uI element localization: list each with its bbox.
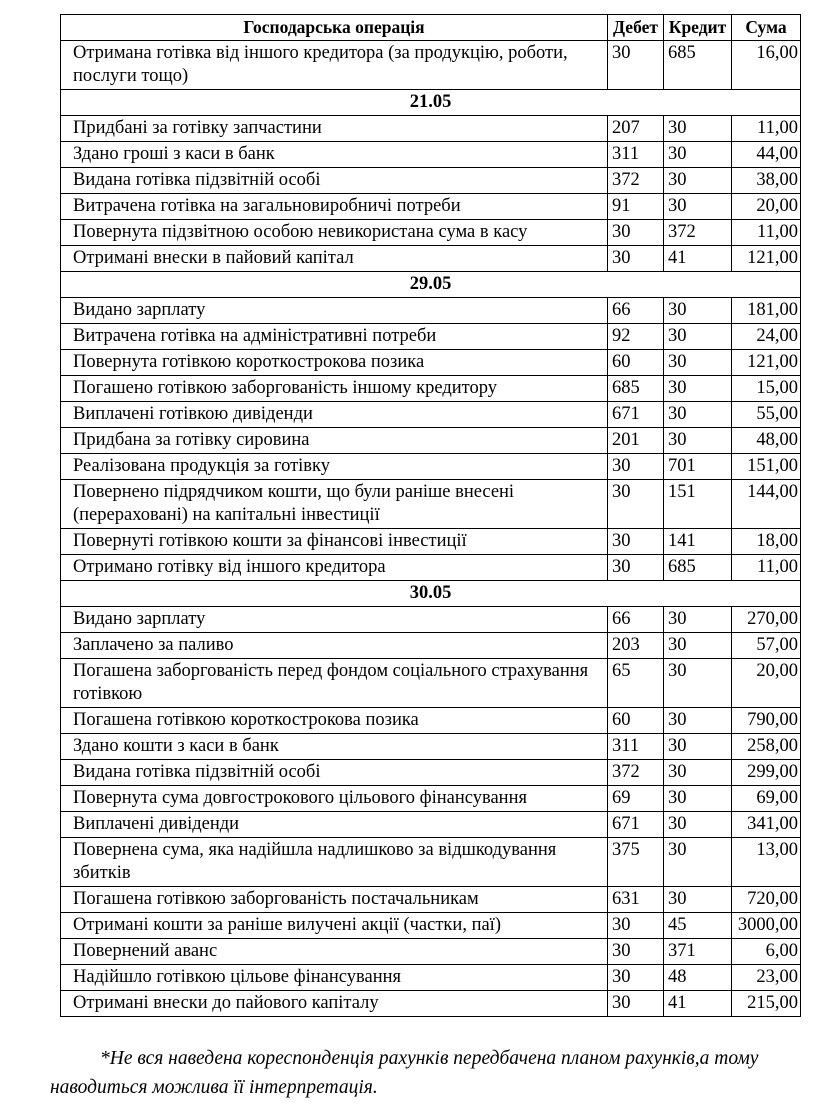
- credit-cell: 41: [664, 246, 732, 272]
- operation-cell: Отримано готівку від іншого кредитора: [61, 555, 608, 581]
- date-label: 29.05: [61, 272, 801, 298]
- debit-cell: 311: [608, 142, 664, 168]
- credit-cell: 30: [664, 607, 732, 633]
- operation-cell: Погашено готівкою заборгованість іншому кредитору: [61, 376, 608, 402]
- debit-cell: 30: [608, 220, 664, 246]
- header-credit: Кредит: [664, 15, 732, 41]
- credit-cell: 30: [664, 887, 732, 913]
- amount-cell: 11,00: [732, 220, 801, 246]
- amount-cell: 270,00: [732, 607, 801, 633]
- operation-cell: Отримані внески в пайовий капітал: [61, 246, 608, 272]
- debit-cell: 207: [608, 116, 664, 142]
- table-row: [61, 480, 801, 529]
- amount-cell: 20,00: [732, 194, 801, 220]
- footnote: *Не вся наведена кореспонденція рахунків передбачена планом рахунків,а тому наводиться можлива її інтерпретація.: [50, 1047, 759, 1098]
- amount-cell: 6,00: [732, 939, 801, 965]
- credit-cell: 685: [664, 555, 732, 581]
- credit-cell: 372: [664, 220, 732, 246]
- debit-cell: 30: [608, 965, 664, 991]
- amount-cell: 790,00: [732, 708, 801, 734]
- date-row: [61, 581, 801, 607]
- header-debit: Дебет: [608, 15, 664, 41]
- date-label: 30.05: [61, 581, 801, 607]
- operation-cell: Повернута готівкою короткострокова позика: [61, 350, 608, 376]
- amount-cell: 44,00: [732, 142, 801, 168]
- credit-cell: 30: [664, 633, 732, 659]
- credit-cell: 30: [664, 142, 732, 168]
- credit-cell: 685: [664, 41, 732, 90]
- table-row: [61, 760, 801, 786]
- table-row: [61, 838, 801, 887]
- table-row: [61, 168, 801, 194]
- credit-cell: 141: [664, 529, 732, 555]
- amount-cell: 11,00: [732, 116, 801, 142]
- table-row: [61, 324, 801, 350]
- operation-cell: Повернута підзвітною особою невикористана сума в касу: [61, 220, 608, 246]
- credit-cell: 701: [664, 454, 732, 480]
- credit-cell: 30: [664, 428, 732, 454]
- table-row: [61, 991, 801, 1017]
- table-row: [61, 116, 801, 142]
- amount-cell: 258,00: [732, 734, 801, 760]
- header-operation: Господарська операція: [61, 15, 608, 41]
- table-row: [61, 887, 801, 913]
- credit-cell: 30: [664, 402, 732, 428]
- debit-cell: 69: [608, 786, 664, 812]
- amount-cell: 720,00: [732, 887, 801, 913]
- amount-cell: 15,00: [732, 376, 801, 402]
- operation-cell: Отримані внески до пайового капіталу: [61, 991, 608, 1017]
- debit-cell: 60: [608, 350, 664, 376]
- debit-cell: 30: [608, 991, 664, 1017]
- debit-cell: 30: [608, 480, 664, 529]
- table-row: [61, 454, 801, 480]
- ledger-body: [61, 41, 801, 1017]
- operation-cell: Придбані за готівку запчастини: [61, 116, 608, 142]
- amount-cell: 23,00: [732, 965, 801, 991]
- operation-cell: Реалізована продукція за готівку: [61, 454, 608, 480]
- credit-cell: 30: [664, 298, 732, 324]
- operation-cell: Повернута сума довгострокового цільового фінансування: [61, 786, 608, 812]
- amount-cell: 16,00: [732, 41, 801, 90]
- credit-cell: 30: [664, 708, 732, 734]
- debit-cell: 30: [608, 913, 664, 939]
- debit-cell: 66: [608, 607, 664, 633]
- operation-cell: Виплачені дивіденди: [61, 812, 608, 838]
- table-row: [61, 194, 801, 220]
- amount-cell: 13,00: [732, 838, 801, 887]
- amount-cell: 3000,00: [732, 913, 801, 939]
- table-row: [61, 220, 801, 246]
- operation-cell: Витрачена готівка на загальновиробничі потреби: [61, 194, 608, 220]
- credit-cell: 30: [664, 734, 732, 760]
- debit-cell: 631: [608, 887, 664, 913]
- credit-cell: 30: [664, 376, 732, 402]
- table-row: [61, 734, 801, 760]
- amount-cell: 38,00: [732, 168, 801, 194]
- table-row: [61, 812, 801, 838]
- credit-cell: 30: [664, 838, 732, 887]
- credit-cell: 30: [664, 786, 732, 812]
- table-row: [61, 555, 801, 581]
- amount-cell: 215,00: [732, 991, 801, 1017]
- debit-cell: 201: [608, 428, 664, 454]
- table-row: [61, 939, 801, 965]
- operation-cell: Видана готівка підзвітній особі: [61, 168, 608, 194]
- operation-cell: Повернений аванс: [61, 939, 608, 965]
- table-row: [61, 708, 801, 734]
- header-row: [61, 15, 801, 41]
- table-row: [61, 298, 801, 324]
- amount-cell: 121,00: [732, 350, 801, 376]
- credit-cell: 30: [664, 350, 732, 376]
- credit-cell: 41: [664, 991, 732, 1017]
- credit-cell: 30: [664, 812, 732, 838]
- credit-cell: 30: [664, 760, 732, 786]
- debit-cell: 91: [608, 194, 664, 220]
- table-row: [61, 246, 801, 272]
- table-row: [61, 659, 801, 708]
- table-row: [61, 786, 801, 812]
- table-row: [61, 965, 801, 991]
- amount-cell: 69,00: [732, 786, 801, 812]
- credit-cell: 30: [664, 116, 732, 142]
- credit-cell: 151: [664, 480, 732, 529]
- debit-cell: 65: [608, 659, 664, 708]
- debit-cell: 375: [608, 838, 664, 887]
- operation-cell: Придбана за готівку сировина: [61, 428, 608, 454]
- credit-cell: 30: [664, 659, 732, 708]
- operation-cell: Видано зарплату: [61, 298, 608, 324]
- operation-cell: Отримана готівка від іншого кредитора (за продукцію, роботи, послуги тощо): [61, 41, 608, 90]
- debit-cell: 92: [608, 324, 664, 350]
- debit-cell: 372: [608, 760, 664, 786]
- table-row: [61, 41, 801, 90]
- debit-cell: 372: [608, 168, 664, 194]
- date-row: [61, 90, 801, 116]
- date-label: 21.05: [61, 90, 801, 116]
- operation-cell: Видана готівка підзвітній особі: [61, 760, 608, 786]
- amount-cell: 144,00: [732, 480, 801, 529]
- operation-cell: Витрачена готівка на адміністративні потреби: [61, 324, 608, 350]
- amount-cell: 57,00: [732, 633, 801, 659]
- debit-cell: 30: [608, 41, 664, 90]
- amount-cell: 24,00: [732, 324, 801, 350]
- date-row: [61, 272, 801, 298]
- debit-cell: 60: [608, 708, 664, 734]
- credit-cell: 45: [664, 913, 732, 939]
- operation-cell: Повернено підрядчиком кошти, що були раніше внесені (перераховані) на капітальні інвестиції: [61, 480, 608, 529]
- amount-cell: 151,00: [732, 454, 801, 480]
- operation-cell: Отримані кошти за раніше вилучені акції (частки, паї): [61, 913, 608, 939]
- debit-cell: 30: [608, 246, 664, 272]
- credit-cell: 30: [664, 324, 732, 350]
- credit-cell: 30: [664, 168, 732, 194]
- amount-cell: 341,00: [732, 812, 801, 838]
- operation-cell: Погашена заборгованість перед фондом соціального страхування готівкою: [61, 659, 608, 708]
- ledger-table: [60, 14, 801, 1017]
- debit-cell: 30: [608, 454, 664, 480]
- operation-cell: Надійшло готівкою цільове фінансування: [61, 965, 608, 991]
- table-row: [61, 529, 801, 555]
- amount-cell: 299,00: [732, 760, 801, 786]
- table-row: [61, 402, 801, 428]
- debit-cell: 30: [608, 939, 664, 965]
- amount-cell: 55,00: [732, 402, 801, 428]
- amount-cell: 181,00: [732, 298, 801, 324]
- operation-cell: Повернуті готівкою кошти за фінансові інвестиції: [61, 529, 608, 555]
- header-amount: Сума: [732, 15, 801, 41]
- amount-cell: 20,00: [732, 659, 801, 708]
- operation-cell: Повернена сума, яка надійшла надлишково за відшкодування збитків: [61, 838, 608, 887]
- credit-cell: 30: [664, 194, 732, 220]
- amount-cell: 11,00: [732, 555, 801, 581]
- debit-cell: 30: [608, 529, 664, 555]
- table-row: [61, 607, 801, 633]
- operation-cell: Погашена готівкою короткострокова позика: [61, 708, 608, 734]
- operation-cell: Заплачено за паливо: [61, 633, 608, 659]
- amount-cell: 121,00: [732, 246, 801, 272]
- table-row: [61, 428, 801, 454]
- debit-cell: 685: [608, 376, 664, 402]
- operation-cell: Здано кошти з каси в банк: [61, 734, 608, 760]
- debit-cell: 203: [608, 633, 664, 659]
- amount-cell: 48,00: [732, 428, 801, 454]
- debit-cell: 311: [608, 734, 664, 760]
- credit-cell: 48: [664, 965, 732, 991]
- table-row: [61, 142, 801, 168]
- table-row: [61, 913, 801, 939]
- debit-cell: 671: [608, 812, 664, 838]
- amount-cell: 18,00: [732, 529, 801, 555]
- debit-cell: 66: [608, 298, 664, 324]
- operation-cell: Виплачені готівкою дивіденди: [61, 402, 608, 428]
- operation-cell: Видано зарплату: [61, 607, 608, 633]
- table-row: [61, 350, 801, 376]
- operation-cell: Погашена готівкою заборгованість постачальникам: [61, 887, 608, 913]
- table-row: [61, 376, 801, 402]
- table-row: [61, 633, 801, 659]
- credit-cell: 371: [664, 939, 732, 965]
- debit-cell: 30: [608, 555, 664, 581]
- debit-cell: 671: [608, 402, 664, 428]
- operation-cell: Здано гроші з каси в банк: [61, 142, 608, 168]
